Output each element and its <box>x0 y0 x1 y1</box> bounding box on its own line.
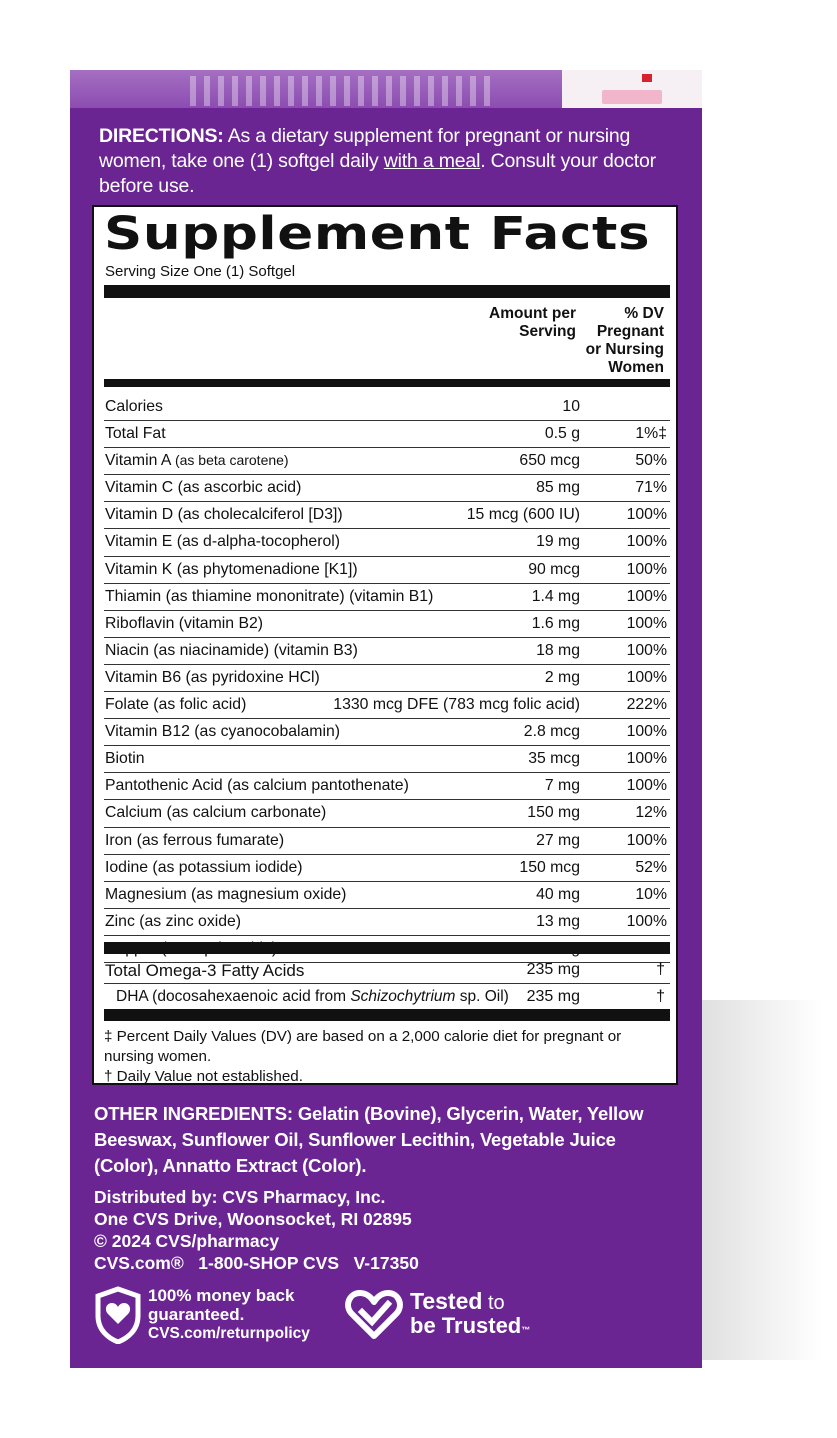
nutrient-row <box>104 665 670 692</box>
nutrient-row <box>104 746 670 773</box>
dha-name-b: sp. Oil) <box>455 988 509 1005</box>
nutrient-name <box>105 696 246 714</box>
nutrient-dv: 100% <box>626 506 667 524</box>
nutrient-row <box>104 448 670 475</box>
nutrient-dv: 100% <box>626 831 667 849</box>
nutrient-name-text: Niacin (as niacinamide) (vitamin B3) <box>105 641 358 659</box>
shield-heart-icon <box>94 1286 142 1344</box>
nutrient-dv: 71% <box>635 479 667 497</box>
box-top-edge <box>70 70 702 110</box>
nutrient-amount: 15 mcg (600 IU) <box>466 506 580 524</box>
nutrient-dv: 50% <box>635 452 667 470</box>
box-top-print <box>190 76 490 106</box>
trademark: ™ <box>521 1325 531 1335</box>
nutrient-row <box>104 584 670 611</box>
nutrient-amount: 40 mg <box>536 885 580 903</box>
nutrient-name-text: Vitamin B12 (as cyanocobalamin) <box>105 723 341 741</box>
nutrient-dv: 52% <box>635 858 667 876</box>
nutrient-name <box>105 832 284 850</box>
dha-name-a: DHA (docosahexaenoic acid from <box>116 988 351 1005</box>
dha-name <box>116 988 509 1006</box>
nutrient-row <box>104 909 670 936</box>
nutrient-row <box>104 800 670 827</box>
nutrient-name <box>105 913 241 931</box>
dha-amount: 235 mg <box>526 988 580 1005</box>
return-policy-link: CVS.com/returnpolicy <box>148 1325 310 1342</box>
nutrient-name <box>105 506 343 524</box>
nutrient-row <box>104 502 670 529</box>
nutrient-dv: 100% <box>626 777 667 795</box>
nutrient-amount: 19 mg <box>536 533 580 551</box>
nutrient-dv: 100% <box>626 587 667 605</box>
directions-text-end: . Consult your doctor before use. <box>99 150 656 197</box>
nutrient-name-text: Vitamin K (as phytomenadione [K1]) <box>105 560 358 578</box>
nutrient-name <box>105 859 303 877</box>
money-back-l1: 100% money back <box>148 1286 295 1305</box>
nutrient-dv: 100% <box>626 560 667 578</box>
money-back-l2: guaranteed. <box>148 1305 245 1324</box>
nutrient-name-detail: (as beta carotene) <box>174 452 289 469</box>
facts-title: Supplement Facts <box>104 207 651 260</box>
omega-amount: 235 mg <box>526 961 580 978</box>
other-ingredients-text: Gelatin (Bovine), Glycerin, Water, Yellow Beeswax, Sunflower Oil, Sunflower Lecithin, Vegetable Juice (Color), Annatto Extract (Color). <box>94 1103 644 1176</box>
nutrient-amount: 150 mcg <box>519 858 580 876</box>
package-back-panel <box>70 108 702 1368</box>
directions-text: As a dietary supplement for pregnant or nursing women, take one (1) softgel daily <box>99 125 631 172</box>
nutrient-name-text: Zinc (as zinc oxide) <box>105 912 242 930</box>
nutrient-amount: 1.6 mg <box>531 614 580 632</box>
header-dv-l1: % DV <box>624 305 664 322</box>
nutrient-amount: 7 mg <box>544 777 580 795</box>
nutrient-row <box>104 394 670 421</box>
footnote-dv: ‡ Percent Daily Values (DV) are based on a 2,000 calorie diet for pregnant or nursing women. <box>104 1028 622 1065</box>
serving-size: Serving Size One (1) Softgel <box>105 263 296 280</box>
thick-rule-top <box>104 285 670 298</box>
nutrient-amount: 2.8 mcg <box>523 723 580 741</box>
trust-badges <box>94 1286 654 1350</box>
header-dv-l4: Women <box>608 359 664 376</box>
directions <box>99 124 679 199</box>
nutrient-name <box>105 615 263 633</box>
nutrient-name-text: Calcium (as calcium carbonate) <box>105 804 327 822</box>
nutrient-dv: 100% <box>626 533 667 551</box>
header-amount <box>489 305 576 341</box>
nutrient-row <box>104 529 670 556</box>
nutrient-name <box>105 479 301 497</box>
nutrient-amount: 650 mcg <box>519 452 580 470</box>
nutrient-dv: 12% <box>635 804 667 822</box>
header-dv-l2: Pregnant <box>596 323 664 340</box>
directions-with-meal: with a meal <box>383 150 481 172</box>
nutrient-amount: 27 mg <box>536 831 580 849</box>
nutrient-name <box>105 669 320 687</box>
header-dv <box>586 305 664 377</box>
nutrient-name <box>105 886 346 904</box>
distributor-contact: CVS.com® 1-800-SHOP CVS V-17350 <box>94 1253 419 1273</box>
nutrient-name <box>105 425 166 443</box>
thick-rule-omega <box>104 942 670 954</box>
nutrient-rows <box>104 394 670 963</box>
other-ingredients-label: OTHER INGREDIENTS: <box>94 1103 293 1124</box>
dha-name-italic: Schizochytrium <box>350 988 456 1005</box>
nutrient-name-text: Vitamin A <box>105 452 175 470</box>
tested-word: Tested <box>410 1288 483 1314</box>
tested-to-be-trusted <box>410 1290 530 1341</box>
nutrient-amount: 10 <box>562 398 580 415</box>
cvs-heart-mark <box>642 74 652 82</box>
nutrient-name <box>105 642 358 660</box>
nutrient-dv: 100% <box>626 723 667 741</box>
nutrient-amount: 1330 mcg DFE (783 mcg folic acid) <box>333 696 580 714</box>
money-back-badge <box>148 1286 310 1343</box>
nutrient-name <box>105 804 326 822</box>
nutrient-dv: 222% <box>626 696 667 714</box>
omega-dv: † <box>656 961 665 978</box>
distributor-copyright: © 2024 CVS/pharmacy <box>94 1231 280 1251</box>
omega-section <box>104 957 670 1010</box>
nutrient-name-text: Iodine (as potassium iodide) <box>105 858 303 876</box>
nutrient-name-text: Vitamin E (as d-alpha-tocopherol) <box>105 533 341 551</box>
dha-row <box>104 984 670 1010</box>
nutrient-name-text: Total Fat <box>105 425 166 443</box>
nutrient-name-text: Vitamin B6 (as pyridoxine HCl) <box>105 668 320 686</box>
distributor-address: One CVS Drive, Woonsocket, RI 02895 <box>94 1209 412 1229</box>
omega-name: Total Omega-3 Fatty Acids <box>105 961 305 980</box>
nutrient-amount: 0.5 g <box>544 425 580 443</box>
dha-dv: † <box>656 988 665 1005</box>
footnote-not-established: † Daily Value not established. <box>104 1068 303 1085</box>
header-amount-l2: Serving <box>519 323 576 340</box>
nutrient-amount: 2 mg <box>544 668 580 686</box>
nutrient-dv: 10% <box>635 885 667 903</box>
footnotes <box>104 1027 670 1087</box>
nutrient-name <box>105 750 145 768</box>
nutrient-name <box>105 777 409 795</box>
header-dv-l3: or Nursing <box>585 341 664 358</box>
pink-label-strip <box>602 90 662 104</box>
supplement-facts-panel <box>92 205 678 1085</box>
nutrient-row <box>104 828 670 855</box>
nutrient-name-text: Thiamin (as thiamine mononitrate) (vitamin B1) <box>105 587 434 605</box>
nutrient-amount: 13 mg <box>536 912 580 930</box>
nutrient-dv: 1%‡ <box>635 425 667 443</box>
box-top-tab <box>562 70 702 110</box>
nutrient-row <box>104 692 670 719</box>
tested-to: to <box>482 1292 505 1314</box>
nutrient-row <box>104 475 670 502</box>
nutrient-dv: 100% <box>626 641 667 659</box>
nutrient-row <box>104 882 670 909</box>
nutrient-dv: 100% <box>626 668 667 686</box>
nutrient-name <box>105 723 340 741</box>
nutrient-name <box>105 398 163 416</box>
nutrient-name-text: Pantothenic Acid (as calcium pantothenate) <box>105 777 409 795</box>
nutrient-name-text: Riboflavin (vitamin B2) <box>105 614 264 632</box>
nutrient-amount: 85 mg <box>536 479 580 497</box>
nutrient-row <box>104 638 670 665</box>
omega-row <box>104 957 670 984</box>
distributor-info <box>94 1186 419 1274</box>
nutrient-name-text: Vitamin C (as ascorbic acid) <box>105 479 302 497</box>
nutrient-dv: 100% <box>626 912 667 930</box>
nutrient-amount: 150 mg <box>527 804 580 822</box>
directions-label: DIRECTIONS: <box>99 125 224 147</box>
nutrient-amount: 18 mg <box>536 641 580 659</box>
nutrient-dv: 100% <box>626 750 667 768</box>
thick-rule-header <box>104 379 670 387</box>
nutrient-name <box>105 533 340 551</box>
header-amount-l1: Amount per <box>489 305 576 322</box>
nutrient-name-text: Magnesium (as magnesium oxide) <box>105 885 347 903</box>
nutrient-dv: 100% <box>626 614 667 632</box>
nutrient-row <box>104 855 670 882</box>
nutrient-name-text: Vitamin D (as cholecalciferol [D3]) <box>105 506 343 524</box>
be-trusted: be Trusted <box>410 1313 522 1338</box>
nutrient-row <box>104 557 670 584</box>
nutrient-amount: 1.4 mg <box>531 587 580 605</box>
thick-rule-bottom <box>104 1009 670 1021</box>
nutrient-row <box>104 719 670 746</box>
nutrient-name <box>105 588 433 606</box>
box-shadow <box>702 1000 822 1360</box>
nutrient-name-text: Iron (as ferrous fumarate) <box>105 831 285 849</box>
distributor-line1: Distributed by: CVS Pharmacy, Inc. <box>94 1187 386 1207</box>
nutrient-amount: 90 mcg <box>528 560 580 578</box>
nutrient-amount: 35 mcg <box>528 750 580 768</box>
nutrient-name <box>105 561 358 579</box>
nutrient-row <box>104 773 670 800</box>
nutrient-name-text: Calories <box>105 398 163 415</box>
nutrient-name-text: Folate (as folic acid) <box>105 696 247 714</box>
nutrient-row <box>104 421 670 448</box>
nutrient-row <box>104 611 670 638</box>
nutrient-name <box>105 452 289 470</box>
heart-check-icon <box>344 1290 404 1340</box>
nutrient-name-text: Biotin <box>105 750 145 768</box>
other-ingredients <box>94 1101 684 1179</box>
